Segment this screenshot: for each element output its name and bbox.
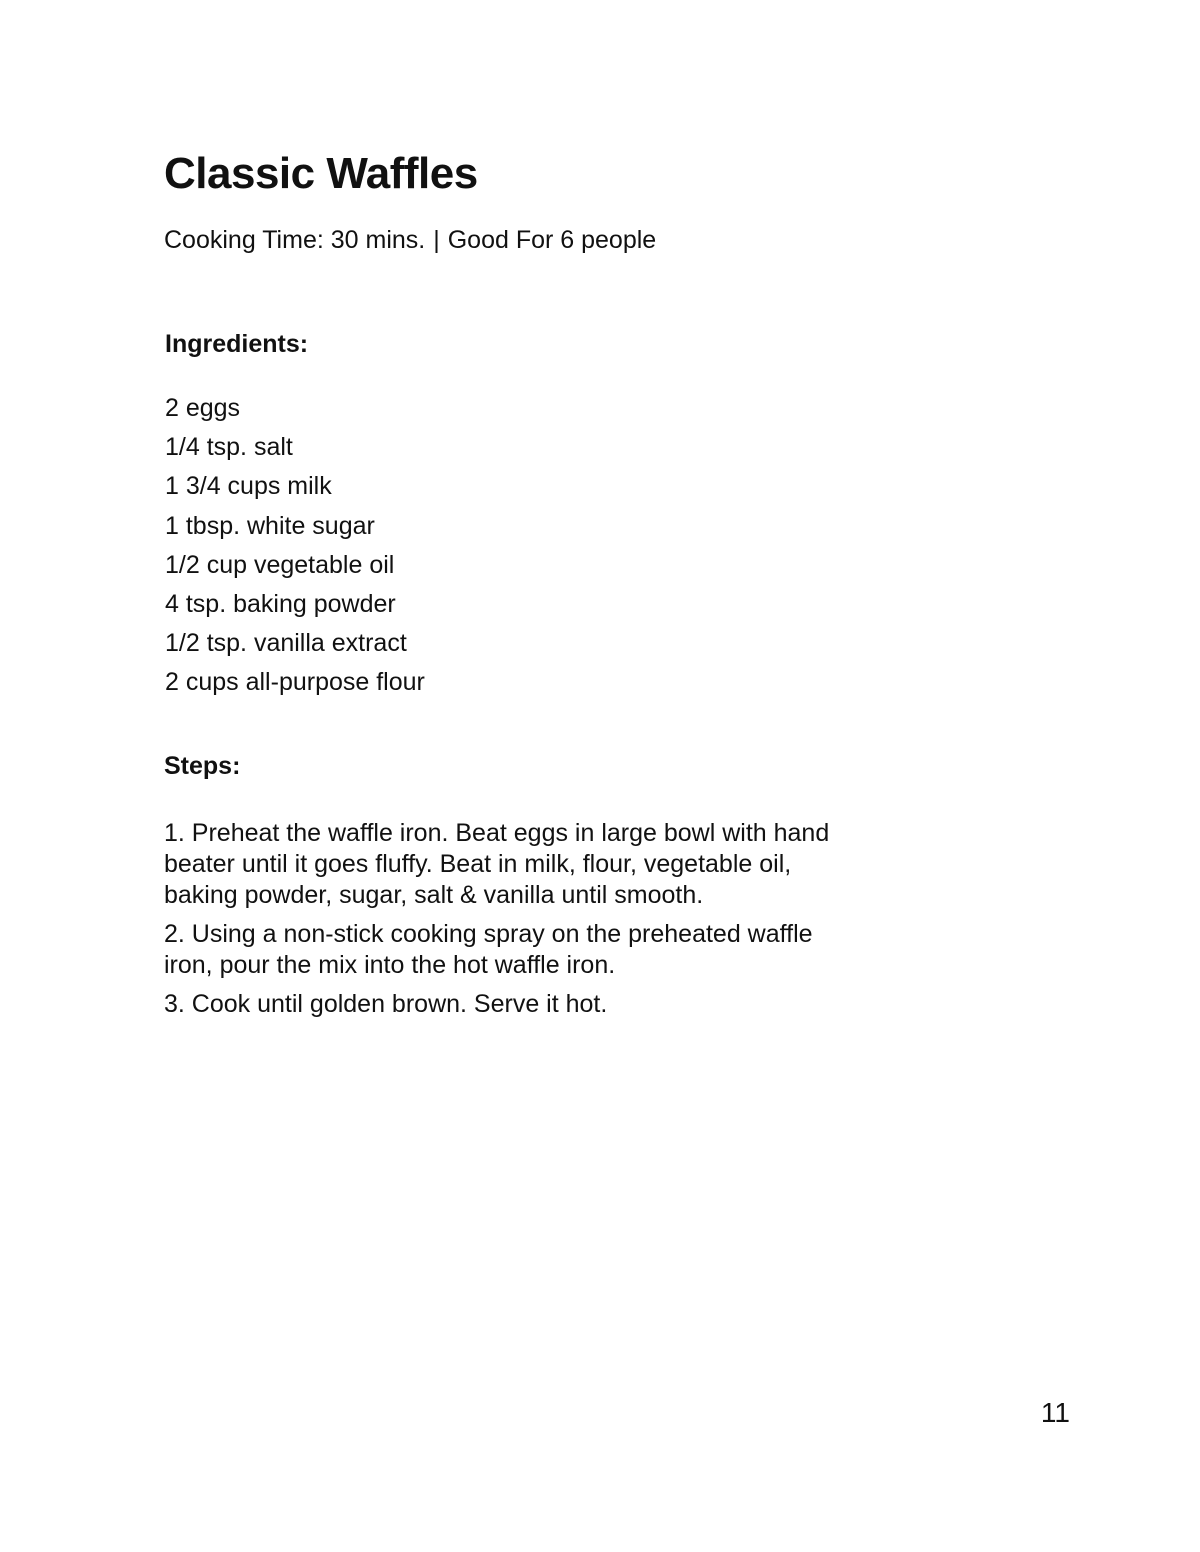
servings: Good For 6 people bbox=[447, 226, 657, 254]
step-item: 3. Cook until golden brown. Serve it hot. bbox=[164, 990, 608, 1018]
ingredient-item: 1/2 tsp. vanilla extract bbox=[165, 629, 407, 658]
recipe-title: Classic Waffles bbox=[164, 149, 478, 198]
ingredients-heading: Ingredients: bbox=[165, 330, 309, 358]
ingredient-item: 2 cups all-purpose flour bbox=[165, 668, 425, 697]
recipe-meta bbox=[164, 224, 656, 256]
ingredient-item: 2 eggs bbox=[165, 394, 241, 422]
step-item: 2. Using a non-stick cooking spray on the preheated waffle iron, pour the mix into the hot waffle iron. bbox=[164, 920, 813, 979]
meta-separator: | bbox=[433, 226, 440, 254]
ingredient-item: 1 tbsp. white sugar bbox=[165, 511, 375, 540]
ingredient-item: 4 tsp. baking powder bbox=[165, 590, 396, 619]
ingredient-item: 1/4 tsp. salt bbox=[165, 433, 293, 462]
page-number: 11 bbox=[1040, 1397, 1070, 1428]
steps-heading: Steps: bbox=[164, 752, 241, 780]
step-list bbox=[164, 818, 864, 1028]
ingredient-list bbox=[165, 389, 425, 703]
ingredient-item: 1/2 cup vegetable oil bbox=[165, 550, 395, 579]
step-item: 1. Preheat the waffle iron. Beat eggs in large bowl with hand beater until it goes fluffy. Beat in milk, flour, vegetable oil, baking powder, sugar, salt & vanilla until smooth. bbox=[164, 819, 830, 909]
ingredient-item: 1 3/4 cups milk bbox=[165, 472, 332, 501]
cooking-time: Cooking Time: 30 mins. bbox=[164, 226, 426, 254]
